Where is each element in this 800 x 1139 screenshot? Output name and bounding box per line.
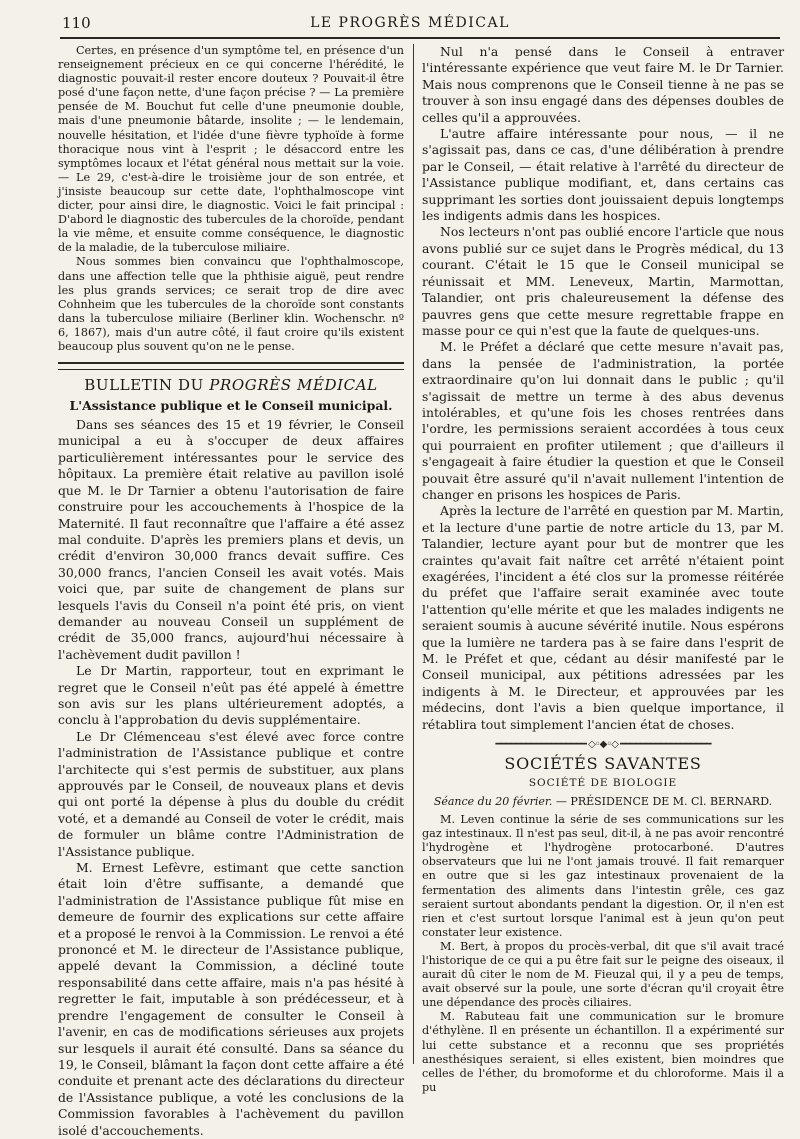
section-ornament: ━━━━━━━━━━━━━━━━━━ ◇◦◆◦◇ ━━━━━━━━━━━━━━━━━━ xyxy=(495,739,711,751)
bulletin-subtitle: L'Assistance publique et le Conseil municipal. xyxy=(69,398,393,414)
header-rule xyxy=(60,37,780,39)
column-divider xyxy=(413,44,414,1064)
seance-date: Séance du 20 février. xyxy=(433,795,553,809)
left-column xyxy=(58,44,404,1139)
bulletin-title-journal: PROGRÈS MÉDICAL xyxy=(209,376,378,395)
bulletin-paragraph: L'autre affaire intéressante pour nous, — il ne s'agissait pas, dans ce cas, d'une délibération à prendre par le Conseil, — était relative à l'arrêté du directeur de l'Assistance publique modifiant, et, dans certains cas supprimant les sorties dont jouissaient depuis longtemps les indigents admis dans les hospices. xyxy=(422,126,784,224)
societes-paragraph: M. Leven continue la série de ses communications sur les gaz intestinaux. Il n'est pas seul, dit-il, à ne pas avoir rencontré l'hydrogène et l'hydrogène protocarboné. D'autres observateurs que lui ne l'ont jamais trouvé. Il fait remarquer en outre que si les gaz intestinaux provenaient de la fermentation des aliments dans l'intestin grêle, ces gaz seraient surtout abondants pendant la digestion. Or, il n'en est rien et c'est surtout lorsque l'animal est à jeun qu'on peut constater leur existence. xyxy=(422,813,784,939)
bulletin-paragraph: Nul n'a pensé dans le Conseil à entraver l'intéressante expérience que veut faire M. le Dr Tarnier. Mais nous comprenons que le Conseil tienne à ne pas se trouver à son insu engagé dans des dépenses doubles de celles qu'il a approuvées. xyxy=(422,44,784,125)
societes-title: SOCIÉTÉS SAVANTES xyxy=(504,754,702,774)
running-title: LE PROGRÈS MÉDICAL xyxy=(310,15,510,31)
bulletin-title xyxy=(58,376,404,394)
page-number: 110 xyxy=(62,14,91,32)
page-header xyxy=(40,14,780,36)
bulletin-paragraph: Dans ses séances des 15 et 19 février, le Conseil municipal a eu à s'occuper de deux affaires particulièrement intéressantes pour le service des hôpitaux. La première était relative au pavillon isolé que M. le Dr Tarnier a obtenu l'autorisation de faire construire pour les accouchements à l'hospice de la Maternité. Il faut reconnaître que l'affaire a été assez mal conduite. D'après les premiers plans et devis, un crédit d'environ 30,000 francs devait suffire. Ces 30,000 francs, l'ancien Conseil les avait votés. Mais voici que, par suite de changement de plans sur lesquels l'avis du Conseil n'a point été pris, on vient demander au nouveau Conseil un supplément de crédit de 35,000 francs, aujourd'hui nécessaire à l'achèvement dudit pavillon ! xyxy=(58,417,404,662)
section-rule xyxy=(58,362,404,370)
societes-subtitle: SOCIÉTÉ DE BIOLOGIE xyxy=(528,777,678,790)
seance-line xyxy=(422,795,784,809)
intro-paragraph: Certes, en présence d'un symptôme tel, en présence d'un renseignement précieux en ce qui concerne l'hérédité, le diagnostic pouvait-il rester encore douteux ? Pouvait-il être posé d'une façon nette, d'une façon précise ? — La première pensée de M. Bouchut fut celle d'une pneumonie double, mais d'une pneumonie bâtarde, insolite ; — le lendemain, nouvelle hésitation, et l'idée d'une fièvre typhoïde à forme thoracique nous vint à l'esprit ; le désaccord entre les symptômes locaux et l'état général nous mettait sur la voie. — Le 29, c'est-à-dire le troisième jour de son entrée, et j'insiste beaucoup sur cette date, l'ophthalmoscope vint dicter, pour ainsi dire, le diagnostic. Voici le fait principal : D'abord le diagnostic des tubercules de la choroïde, pendant la vie même, et ensuite comme conséquence, le diagnostic de la maladie, de la tuberculose miliaire. xyxy=(58,44,404,255)
bulletin-paragraph: Le Dr Clémenceau s'est élevé avec force contre l'administration de l'Assistance publique et contre l'architecte qui s'est permis de substituer, aux plans approuvés par le Conseil, de nouveaux plans et devis qui ont porté la dépense à plus du double du crédit voté, et a demandé au Conseil de voter le crédit, mais de formuler un blâme contre l'Administration de l'Assistance publique. xyxy=(58,728,404,859)
bulletin-paragraph: Après la lecture de l'arrêté en question par M. Martin, et la lecture d'une partie de notre article du 13, par M. Talandier, lecture ayant pour but de montrer que les craintes qu'avait fait naître cet arrêté n'étaient point exagérées, l'incident a été clos sur la promesse réitérée du préfet que l'affaire serait examinée avec toute l'attention qu'elle mérite et que les malades indigents ne seraient soumis à aucune sévérité inutile. Nous espérons que la lumière ne tardera pas à se faire dans l'esprit de M. le Préfet et que, cédant au désir manifesté par le Conseil municipal, aux pétitions adressées par les indigents à M. le Directeur, et approuvées par les médecins, dont l'avis a bien quelque importance, il rétablira tout simplement l'ancien état de choses. xyxy=(422,503,784,732)
bulletin-paragraph: Nos lecteurs n'ont pas oublié encore l'article que nous avons publié sur ce sujet dans le Progrès médical, du 13 courant. C'était le 15 que le Conseil municipal se réunissait et MM. Leneveux, Martin, Marmottan, Talandier, ont pris chaleureusement la défense des pauvres gens que cette mesure regrettable frappe en masse pour ce qui n'est que la faute de quelques-uns. xyxy=(422,224,784,338)
intro-paragraph: Nous sommes bien convaincu que l'ophthalmoscope, dans une affection telle que la phthisie aiguë, peut rendre les plus grands services; ce serait trop de dire avec Cohnheim que les tubercules de la choroïde sont constants dans la tuberculose miliaire (Berliner klin. Wochenschr. nº 6, 1867), mais d'un autre côté, il faut croire qu'ils existent beaucoup plus souvent qu'on ne le pense. xyxy=(58,255,404,353)
bulletin-paragraph: M. Ernest Lefèvre, estimant que cette sanction était loin d'être suffisante, a demandé que l'administration de l'Assistance publique fût mise en demeure de fournir des explications sur cette affaire et a proposé le renvoi à la Commission. Le renvoi a été prononcé et M. le directeur de l'Assistance publique, appelé devant la Commission, a décliné toute responsabilité dans cette affaire, mais n'a pas hésité à regretter le fait, imputable à son prédécesseur, et à prendre l'engagement de consulter le Conseil à l'avenir, en cas de modifications sérieuses aux projets sur lesquels il aurait été consulté. Dans sa séance du 19, le Conseil, blâmant la façon dont cette affaire a été conduite et prenant acte des déclarations du directeur de l'Assistance publique, a voté les conclusions de la Commission favorables à l'achèvement du pavillon isolé d'accouchements. xyxy=(58,860,404,1138)
bulletin-title-prefix: BULLETIN DU xyxy=(84,376,210,395)
seance-presidence: — PRÉSIDENCE DE M. Cl. BERNARD. xyxy=(552,795,773,809)
right-column xyxy=(422,44,784,1095)
societes-paragraph: M. Bert, à propos du procès-verbal, dit que s'il avait tracé l'historique de ce qui a pu être fait sur le peigne des oiseaux, il aurait dû citer le nom de M. Fieuzal qui, il y a peu de temps, avait observé sur la poule, une sorte d'écran qu'il croyait être une dépendance des procès ciliaires. xyxy=(422,939,784,1010)
societes-paragraph: M. Rabuteau fait une communication sur le bromure d'éthylène. Il en présente un échantillon. Il a expérimenté sur lui cette substance et a reconnu que ses propriétés anesthésiques seraient, si elles existent, bien moindres que celles de l'éther, du bromoforme et du chloroforme. Mais il a pu xyxy=(422,1010,784,1094)
bulletin-paragraph: M. le Préfet a déclaré que cette mesure n'avait pas, dans la pensée de l'administration, la portée extraordinaire qu'on lui donnait dans le public ; qu'il s'agissait de mettre un terme à des abus devenus intolérables, et qu'une fois les choses rentrées dans l'ordre, les permissions seraient accordées à tous ceux qui pourraient en profiter utilement ; que d'ailleurs il s'engageait à faire étudier la question et que le Conseil pouvait être assuré qu'il n'avait nullement l'intention de changer en prisons les hospices de Paris. xyxy=(422,339,784,502)
bulletin-paragraph: Le Dr Martin, rapporteur, tout en exprimant le regret que le Conseil n'eût pas été appelé à émettre son avis sur les plans ultérieurement adoptés, a conclu à l'approbation du devis supplémentaire. xyxy=(58,663,404,728)
